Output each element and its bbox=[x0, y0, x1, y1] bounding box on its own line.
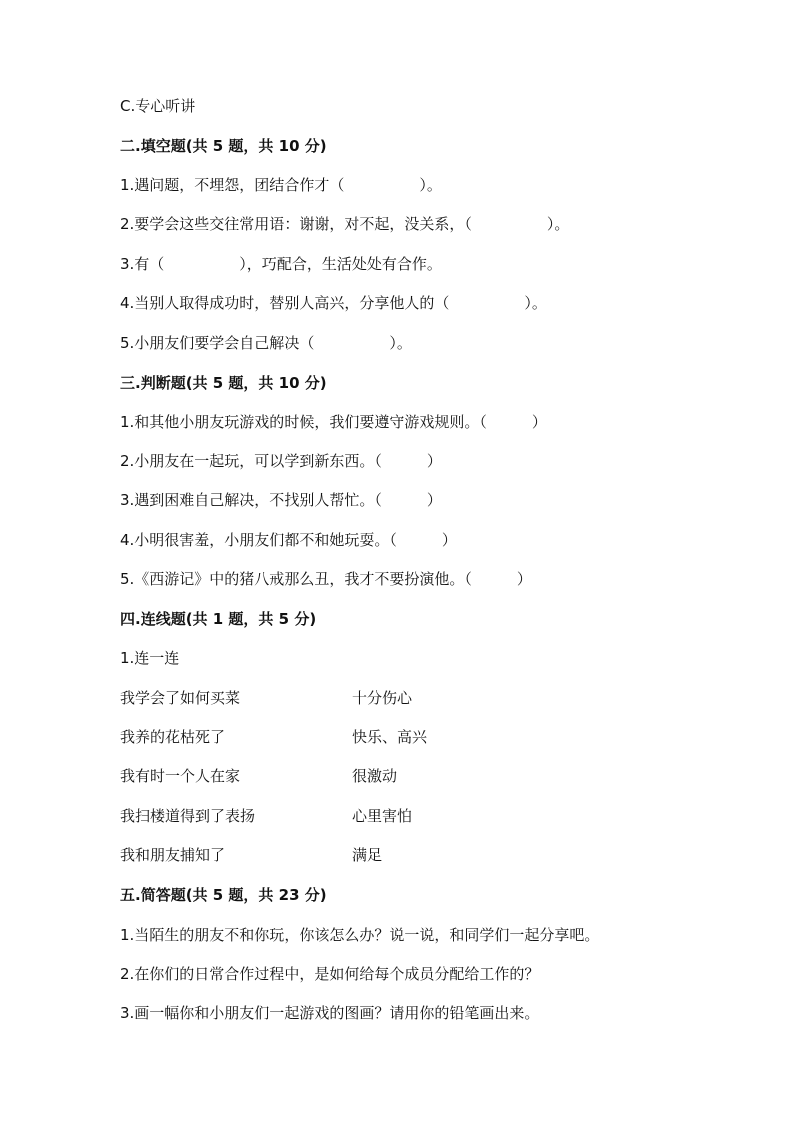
judge-question-2: 2.小朋友在一起玩，可以学到新东西。（ ） bbox=[120, 452, 442, 470]
match-left-item: 我学会了如何买菜 bbox=[120, 689, 241, 707]
judge-question-4: 4.小明很害羞，小朋友们都不和她玩耍。（ ） bbox=[120, 531, 457, 549]
match-left-item: 我有时一个人在家 bbox=[120, 767, 241, 785]
fill-question-4: 4.当别人取得成功时，替别人高兴，分享他人的（ ）。 bbox=[120, 294, 547, 312]
fill-question-5: 5.小朋友们要学会自己解决（ ）。 bbox=[120, 334, 412, 352]
judge-question-1: 1.和其他小朋友玩游戏的时候，我们要遵守游戏规则。（ ） bbox=[120, 413, 547, 431]
judge-question-3: 3.遇到困难自己解决，不找别人帮忙。（ ） bbox=[120, 491, 442, 509]
short-question-1: 1.当陌生的朋友不和你玩，你该怎么办？说一说，和同学们一起分享吧。 bbox=[120, 926, 600, 944]
short-question-3: 3.画一幅你和小朋友们一起游戏的图画？请用你的铅笔画出来。 bbox=[120, 1004, 540, 1022]
match-right-item: 满足 bbox=[352, 846, 383, 864]
section-heading-judge: 三.判断题(共 5 题，共 10 分) bbox=[120, 374, 327, 392]
fill-question-1: 1.遇问题，不埋怨，团结合作才（ ）。 bbox=[120, 176, 442, 194]
section-heading-short: 五.简答题(共 5 题，共 23 分) bbox=[120, 886, 327, 904]
option-c: C.专心听讲 bbox=[120, 97, 196, 115]
match-question-1: 1.连一连 bbox=[120, 649, 180, 667]
judge-question-5: 5.《西游记》中的猪八戒那么丑，我才不要扮演他。（ ） bbox=[120, 570, 532, 588]
short-question-2: 2.在你们的日常合作过程中，是如何给每个成员分配给工作的？ bbox=[120, 965, 540, 983]
fill-question-2: 2.要学会这些交往常用语：谢谢，对不起，没关系，（ ）。 bbox=[120, 215, 570, 233]
fill-question-3: 3.有（ ），巧配合，生活处处有合作。 bbox=[120, 255, 442, 273]
match-left-item: 我养的花枯死了 bbox=[120, 728, 226, 746]
match-right-item: 快乐、高兴 bbox=[352, 728, 428, 746]
match-left-item: 我和朋友捕知了 bbox=[120, 846, 226, 864]
match-right-item: 很激动 bbox=[352, 767, 398, 785]
match-right-item: 十分伤心 bbox=[352, 689, 413, 707]
section-heading-match: 四.连线题(共 1 题，共 5 分) bbox=[120, 610, 317, 628]
match-left-item: 我扫楼道得到了表扬 bbox=[120, 807, 256, 825]
section-heading-fill: 二.填空题(共 5 题，共 10 分) bbox=[120, 137, 327, 155]
match-right-item: 心里害怕 bbox=[352, 807, 413, 825]
